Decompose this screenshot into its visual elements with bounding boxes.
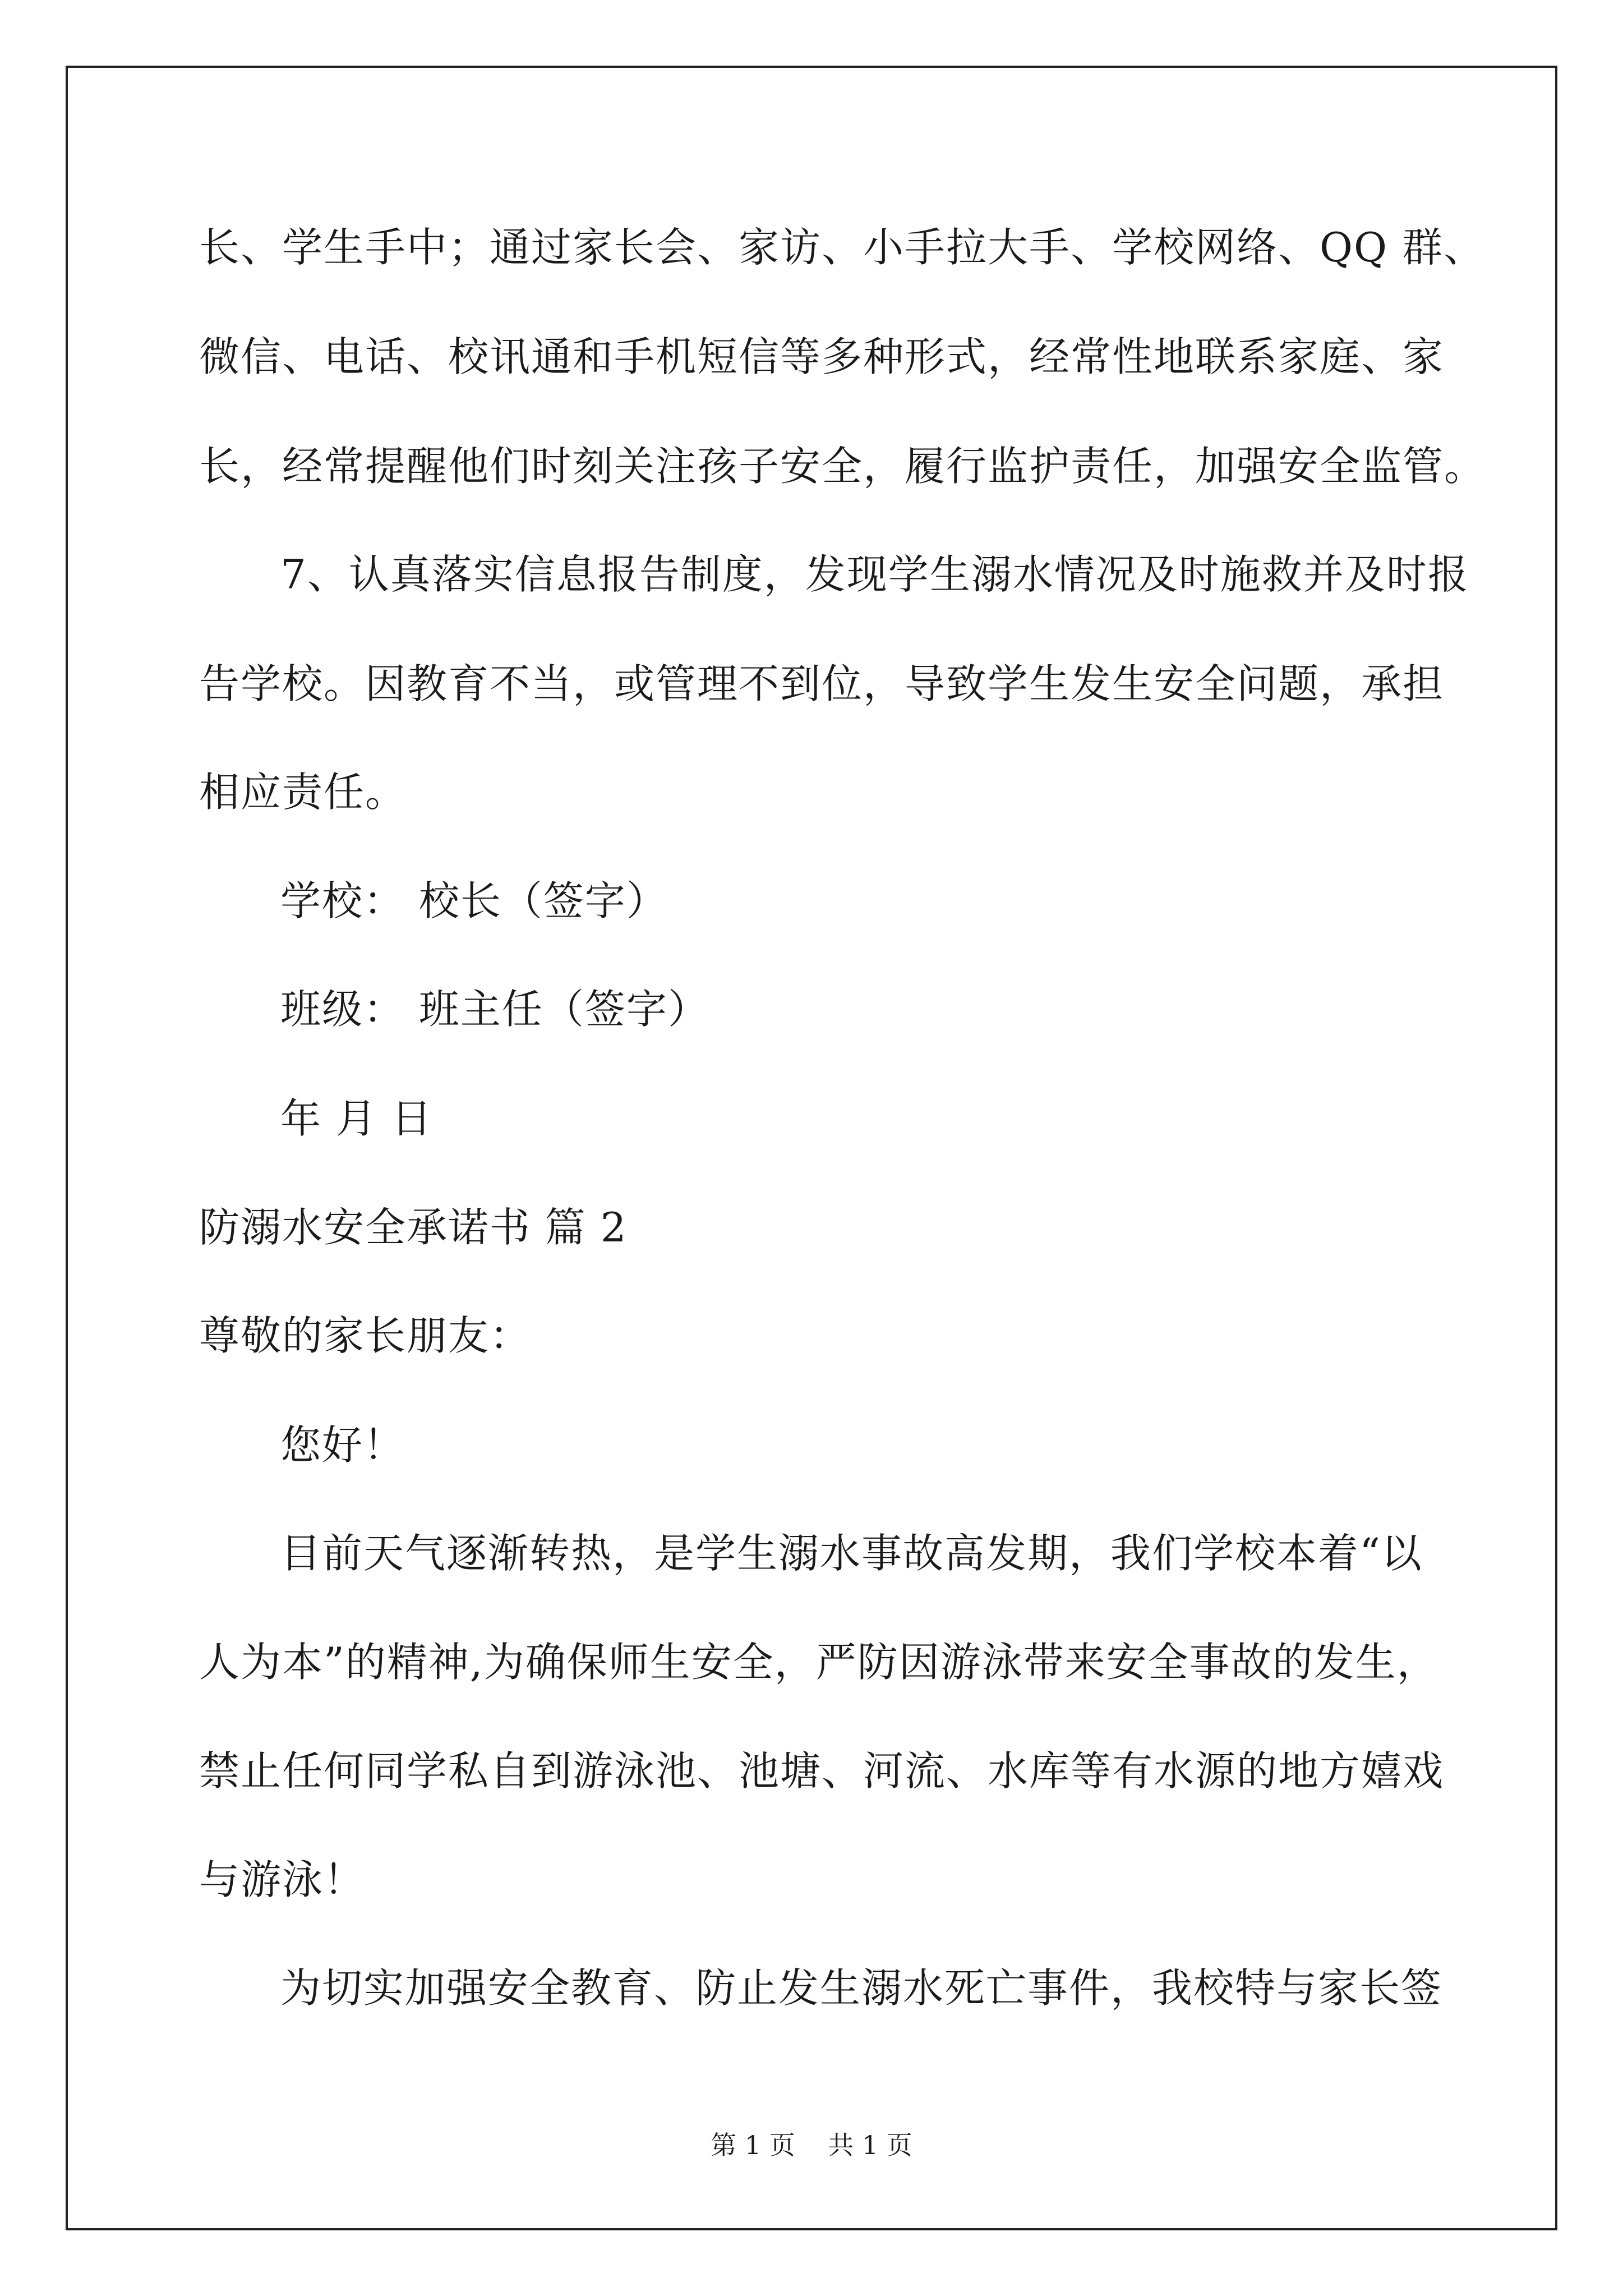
date-line: 年 月 日: [280, 1095, 433, 1142]
body-line-11: 为切实加强安全教育、防止发生溺水死亡事件，我校特与家长签: [280, 1964, 1443, 2012]
section-heading: 防溺水安全承诺书 篇 2: [199, 1204, 628, 1251]
body-line-9: 禁止任何同学私自到游泳池、池塘、河流、水库等有水源的地方嬉戏: [199, 1747, 1445, 1795]
body-line-6: 相应责任。: [199, 769, 407, 816]
body-line-10: 与游泳！: [199, 1856, 366, 1903]
salutation: 尊敬的家长朋友：: [199, 1312, 532, 1359]
greeting: 您好！: [280, 1421, 405, 1469]
body-line-3: 长，经常提醒他们时刻关注孩子安全，履行监护责任，加强安全监管。: [199, 443, 1486, 490]
page-footer: 第 1 页 共 1 页: [711, 2130, 912, 2160]
body-line-8: 人为本”的精神,为确保师生安全，严防因游泳带来安全事故的发生，: [199, 1639, 1438, 1686]
school-signature-line: 学校： 校长（签字）: [280, 877, 668, 924]
body-line-4: 7、认真落实信息报告制度，发现学生溺水情况及时施救并及时报: [280, 551, 1469, 598]
class-signature-line: 班级： 班主任（签字）: [280, 986, 709, 1033]
body-line-1: 长、学生手中；通过家长会、家访、小手拉大手、学校网络、QQ 群、: [199, 224, 1485, 271]
page-border: [66, 66, 1557, 2230]
body-line-7: 目前天气逐渐转热，是学生溺水事故高发期，我们学校本着“以: [280, 1530, 1423, 1577]
body-line-5: 告学校。因教育不当，或管理不到位，导致学生发生安全问题，承担: [199, 660, 1445, 707]
body-line-2: 微信、电话、校讯通和手机短信等多种形式，经常性地联系家庭、家: [199, 333, 1445, 380]
